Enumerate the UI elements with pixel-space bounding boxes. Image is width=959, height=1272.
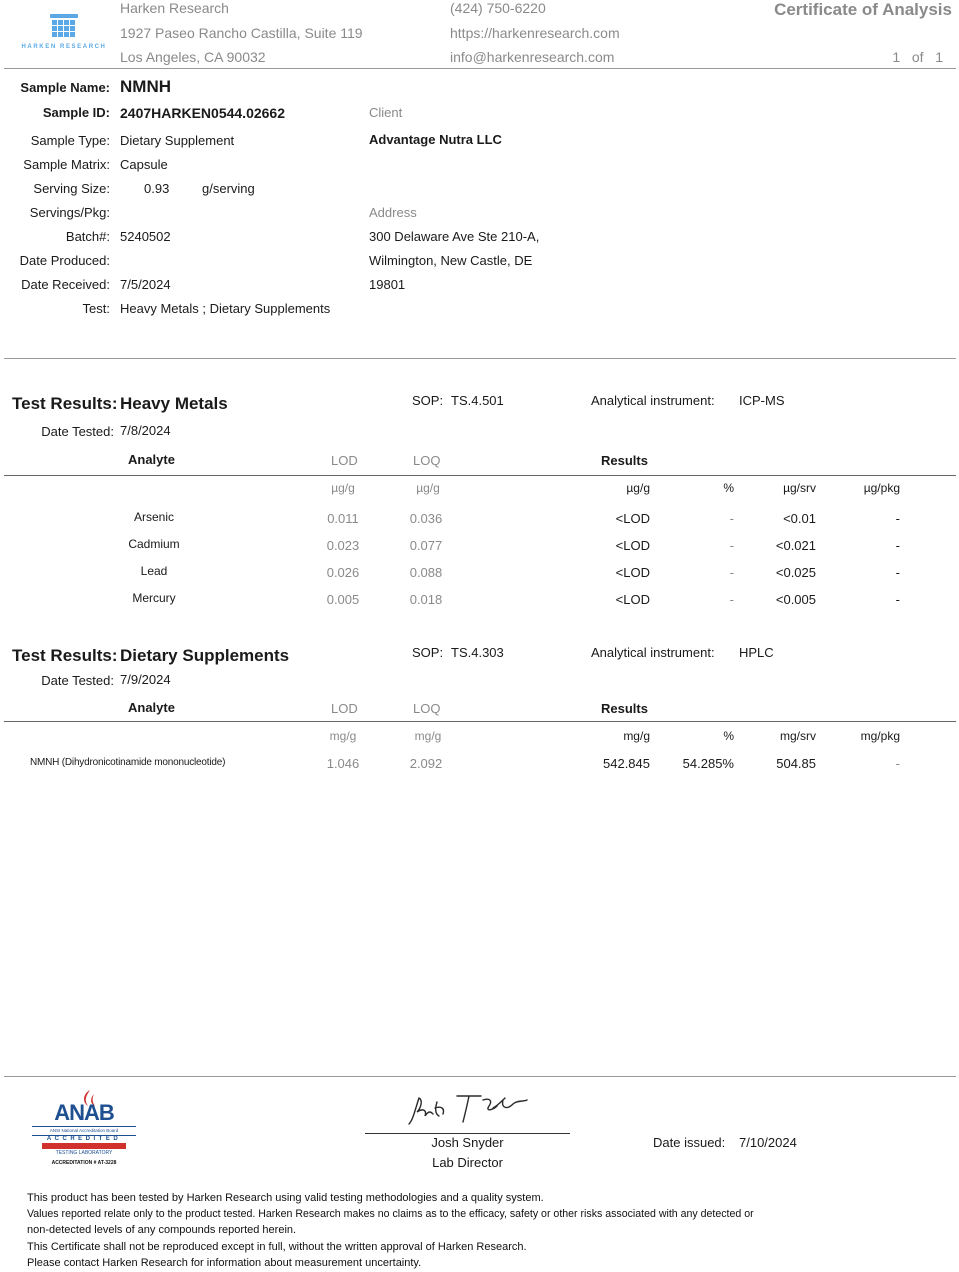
lab-email[interactable]: info@harkenresearch.com <box>450 49 615 65</box>
sample-id-label: Sample ID: <box>42 105 110 120</box>
hm-instrument-value: ICP-MS <box>739 393 785 408</box>
ds-col-lod: LOD <box>331 701 358 716</box>
hm-srv: <0.005 <box>775 592 816 607</box>
hm-col-results: Results <box>601 453 648 468</box>
ds-lod: 1.046 <box>326 756 360 771</box>
hm-date-label: Date Tested: <box>41 424 114 439</box>
serving-size-value: 0.93 <box>144 181 170 196</box>
sample-type-value: Dietary Supplement <box>120 133 235 148</box>
client-label: Client <box>369 105 403 120</box>
footer-divider <box>4 1076 956 1077</box>
hm-lod: 0.026 <box>326 565 360 580</box>
ds-title: Dietary Supplements <box>120 646 290 665</box>
page-total: 1 <box>935 49 943 65</box>
signer-title: Lab Director <box>432 1155 503 1170</box>
info-divider <box>4 358 956 359</box>
anab-title: ANAB <box>54 1100 114 1125</box>
hm-analyte: Lead <box>140 564 168 578</box>
hm-pct: - <box>729 592 734 607</box>
hm-table-rule <box>4 475 956 476</box>
sample-matrix-label: Sample Matrix: <box>23 157 110 172</box>
ds-col-results: Results <box>601 701 648 716</box>
ds-col-analyte: Analyte <box>128 700 175 715</box>
hm-analyte: Mercury <box>132 591 176 605</box>
hm-loq: 0.088 <box>409 565 443 580</box>
sample-matrix-value: Capsule <box>120 157 168 172</box>
hm-pct: - <box>729 511 734 526</box>
ds-instrument-label: Analytical instrument: <box>591 645 715 660</box>
ds-loq: 2.092 <box>409 756 443 771</box>
hm-pkg: - <box>895 511 900 526</box>
ds-srv: 504.85 <box>776 756 816 771</box>
date-issued-value: 7/10/2024 <box>739 1135 797 1150</box>
serving-size-unit: g/serving <box>202 181 255 196</box>
ds-unit-srv: mg/srv <box>780 729 816 743</box>
ds-unit-lod: mg/g <box>329 729 357 743</box>
test-label: Test: <box>82 301 110 316</box>
hm-unit-pct: % <box>723 481 734 495</box>
date-issued-label: Date issued: <box>653 1135 726 1150</box>
hm-res: <LOD <box>615 538 650 553</box>
hm-col-lod: LOD <box>331 453 358 468</box>
hm-res: <LOD <box>615 592 650 607</box>
lab-address-line2: Los Angeles, CA 90032 <box>120 49 266 65</box>
address-line2: Wilmington, New Castle, DE <box>369 253 533 268</box>
ds-unit-res: mg/g <box>623 729 650 743</box>
client-value: Advantage Nutra LLC <box>369 132 502 147</box>
address-line1: 300 Delaware Ave Ste 210-A, <box>369 229 540 244</box>
hm-res: <LOD <box>615 565 650 580</box>
hm-loq: 0.036 <box>409 511 443 526</box>
ds-date-label: Date Tested: <box>41 673 114 688</box>
hm-title: Heavy Metals <box>120 394 228 413</box>
ds-unit-pct: % <box>723 729 734 743</box>
servings-pkg-label: Servings/Pkg: <box>29 205 110 220</box>
harken-logo <box>8 8 120 56</box>
date-received-label: Date Received: <box>21 277 110 292</box>
sample-id-value: 2407HARKEN0544.02662 <box>120 105 285 121</box>
sample-name-value: NMNH <box>120 77 171 96</box>
hm-srv: <0.01 <box>783 511 816 526</box>
ds-sop-value: TS.4.303 <box>451 645 504 660</box>
hm-srv: <0.025 <box>775 565 816 580</box>
hm-lod: 0.005 <box>326 592 360 607</box>
ds-pkg: - <box>895 756 900 771</box>
hm-unit-lod: µg/g <box>331 481 355 495</box>
hm-analyte: Cadmium <box>128 537 180 551</box>
ds-pct: 54.285% <box>682 756 734 771</box>
disclaimer-line: Values reported relate only to the product tested. Harken Research makes no claims as to the efficacy, safety or other risks associated with any detected or <box>27 1208 754 1220</box>
anab-subtitle: ANSI National Accreditation Board <box>49 1128 119 1133</box>
hm-unit-pkg: µg/pkg <box>863 481 900 495</box>
page-of: of <box>911 49 924 65</box>
signature-line <box>365 1133 570 1134</box>
ds-col-loq: LOQ <box>413 701 441 716</box>
ds-instrument-value: HPLC <box>739 645 774 660</box>
lab-name: Harken Research <box>120 0 229 16</box>
address-line3: 19801 <box>369 277 406 292</box>
hm-col-loq: LOQ <box>413 453 441 468</box>
hm-col-analyte: Analyte <box>128 452 175 467</box>
ds-table-rule <box>4 721 956 722</box>
disclaimer-line: This product has been tested by Harken Research using valid testing methodologies and a quality system. <box>27 1192 544 1204</box>
hm-pct: - <box>729 538 734 553</box>
disclaimer-line: This Certificate shall not be reproduced except in full, without the written approval of Harken Research. <box>27 1241 527 1253</box>
sample-type-label: Sample Type: <box>30 133 110 148</box>
signer-name: Josh Snyder <box>431 1135 504 1150</box>
test-value: Heavy Metals ; Dietary Supplements <box>120 301 331 316</box>
hm-pkg: - <box>895 565 900 580</box>
hm-instrument-label: Analytical instrument: <box>591 393 715 408</box>
anab-type: TESTING LABORATORY <box>55 1150 113 1156</box>
logo-text: HARKEN RESEARCH <box>21 44 107 50</box>
lab-address-line1: 1927 Paseo Rancho Castilla, Suite 119 <box>120 25 363 41</box>
serving-size-label: Serving Size: <box>33 181 110 196</box>
hm-lod: 0.011 <box>327 511 359 526</box>
header-divider <box>4 68 956 69</box>
anab-accredited: ACCREDITED <box>46 1136 122 1142</box>
hm-loq: 0.018 <box>409 592 443 607</box>
sample-name-label: Sample Name: <box>20 80 110 95</box>
lab-phone: (424) 750-6220 <box>450 0 546 16</box>
anab-accreditation-seal <box>28 1088 140 1174</box>
ds-unit-pkg: mg/pkg <box>860 729 900 743</box>
signature-image <box>405 1090 535 1130</box>
hm-loq: 0.077 <box>409 538 443 553</box>
hm-sop-value: TS.4.501 <box>451 393 504 408</box>
hm-unit-res: µg/g <box>626 481 650 495</box>
batch-value: 5240502 <box>120 229 171 244</box>
date-received-value: 7/5/2024 <box>120 277 171 292</box>
batch-label: Batch#: <box>65 229 110 244</box>
hm-pkg: - <box>895 538 900 553</box>
hm-res: <LOD <box>615 511 650 526</box>
hm-title-prefix: Test Results: <box>12 394 118 413</box>
disclaimer-line: non-detected levels of any compounds reported herein. <box>27 1224 297 1236</box>
document-title: Certificate of Analysis <box>774 0 952 19</box>
ds-res: 542.845 <box>603 756 650 771</box>
address-label: Address <box>369 205 417 220</box>
hm-unit-srv: µg/srv <box>783 481 816 495</box>
page-current: 1 <box>892 49 901 65</box>
ds-analyte: NMNH (Dihydronicotinamide mononucleotide) <box>30 757 226 768</box>
hm-pkg: - <box>895 592 900 607</box>
date-produced-label: Date Produced: <box>19 253 110 268</box>
hm-analyte: Arsenic <box>133 510 174 524</box>
lab-website[interactable]: https://harkenresearch.com <box>450 25 620 41</box>
hm-srv: <0.021 <box>775 538 816 553</box>
ds-unit-loq: mg/g <box>414 729 442 743</box>
ds-date-value: 7/9/2024 <box>120 672 171 687</box>
hm-sop-label: SOP: <box>412 393 444 408</box>
disclaimer-line: Please contact Harken Research for information about measurement uncertainty. <box>27 1257 422 1269</box>
hm-date-value: 7/8/2024 <box>120 423 171 438</box>
page-number <box>892 49 943 65</box>
ds-title-prefix: Test Results: <box>12 646 118 665</box>
anab-number: ACCREDITATION # AT-3228 <box>51 1160 117 1166</box>
hm-unit-loq: µg/g <box>416 481 440 495</box>
hm-pct: - <box>729 565 734 580</box>
hm-lod: 0.023 <box>326 538 360 553</box>
ds-sop-label: SOP: <box>412 645 444 660</box>
